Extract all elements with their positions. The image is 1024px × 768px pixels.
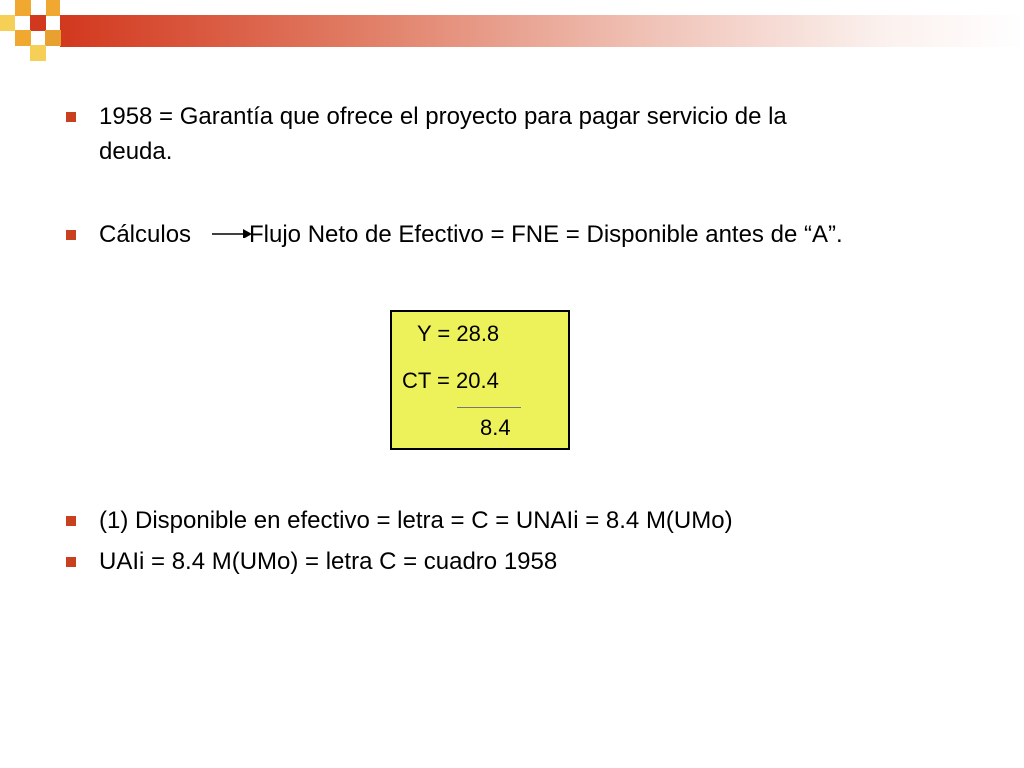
bullet-text-2-prefix: Cálculos	[99, 221, 192, 248]
right-arrow-icon	[212, 222, 252, 238]
header-square	[15, 0, 31, 16]
header-square	[45, 30, 61, 46]
bullet-marker	[66, 557, 76, 567]
header-square	[15, 30, 31, 46]
calc-result: 8.4	[480, 415, 511, 440]
bullet-marker	[66, 112, 76, 122]
bullet-marker	[66, 230, 76, 240]
header-square	[46, 0, 60, 16]
calculation-box	[390, 310, 570, 450]
header-square	[30, 45, 46, 61]
bullet-text-4: UAIi = 8.4 M(UMo) = letra C = cuadro 1958	[99, 548, 558, 575]
bullet-text-1-line-2: deuda.	[99, 138, 173, 165]
bullet-text-2-suffix: Flujo Neto de Efectivo = FNE = Disponible antes de “A”.	[249, 221, 843, 248]
bullet-text-3: (1) Disponible en efectivo = letra = C = UNAIi = 8.4 M(UMo)	[99, 507, 733, 534]
calc-y-line: Y = 28.8	[417, 321, 500, 346]
bullet-text-1-line-1: 1958 = Garantía que ofrece el proyecto para pagar servicio de la	[99, 103, 787, 130]
header-gradient-bar	[60, 15, 1024, 47]
calc-ct-line: CT = 20.4	[402, 368, 499, 393]
calc-sum-rule	[457, 407, 521, 408]
bullet-marker	[66, 516, 76, 526]
header-square	[0, 15, 15, 31]
header-square	[30, 15, 46, 31]
